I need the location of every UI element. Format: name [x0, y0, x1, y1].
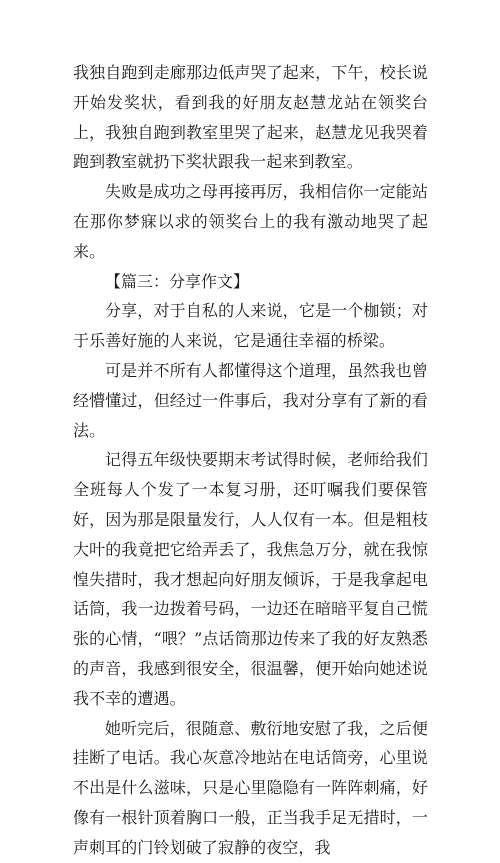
paragraph-4: 可是并不所有人都懂得这个道理，虽然我也曾经懵懂过，但经过一件事后，我对分享有了新的看法。 [73, 360, 428, 440]
paragraph-1: 我独自跑到走廊那边低声哭了起来，下午，校长说开始发奖状，看到我的好朋友赵慧龙站在领奖台上，我独自跑到教室里哭了起来，赵慧龙见我哭着跑到教室就扔下奖状跟我一起来到教室。 [73, 63, 428, 172]
paragraph-6: 她听完后，很随意、敷衍地安慰了我，之后便挂断了电话。我心灰意冷地站在电话筒旁，心里说不出是什么滋味，只是心里隐隐有一阵阵刺痛，好像有一根针顶着胸口一般，正当我手足无措时，一声刺耳的门铃划破了寂静的夜空，我 [73, 718, 428, 857]
paragraph-5: 记得五年级快要期末考试得时候，老师给我们全班每人个发了一本复习册，还叮嘱我们要保管好，因为那是限量发行，人人仅有一本。但是粗枝大叶的我竟把它给弄丢了，我焦急万分，就在我惊惶失措时，我才想起向好朋友倾诉，于是我拿起电话筒，我一边拨着号码，一边还在暗暗平复自己慌张的心情，“喂？”点话筒那边传来了我的好友熟悉的声音，我感到很安全，很温馨，便开始向她述说我不幸的遭遇。 [73, 450, 428, 708]
section-heading: 【篇三：分享作文】 [105, 271, 250, 291]
paragraph-3: 分享，对于自私的人来说，它是一个枷锁；对于乐善好施的人来说，它是通往幸福的桥梁。 [73, 301, 428, 351]
document-page [73, 58, 428, 863]
paragraph-2: 失败是成功之母再接再厉，我相信你一定能站在那你梦寐以求的领奖台上的我有激动地哭了起来。 [73, 182, 428, 261]
